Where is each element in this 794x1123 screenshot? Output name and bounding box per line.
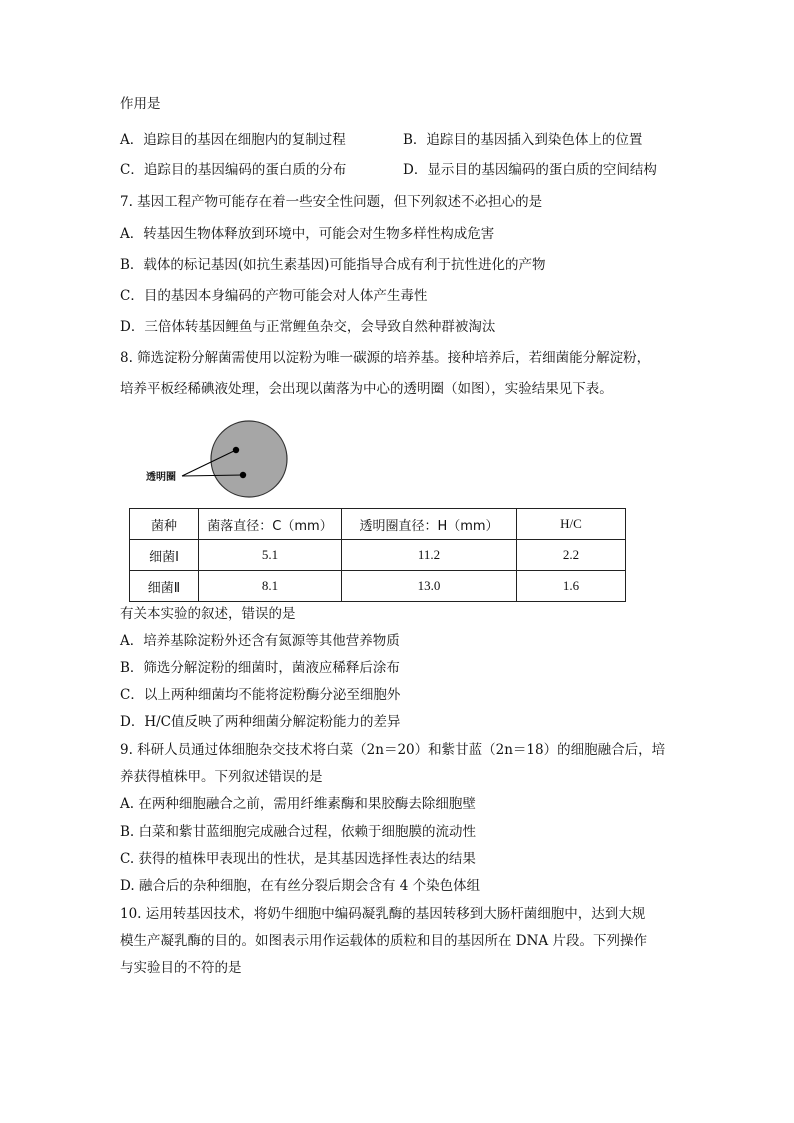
q7-option-c: C．目的基因本身编码的产物可能会对人体产生毒性 bbox=[120, 288, 428, 304]
q6-option-b: B．追踪目的基因插入到染色体上的位置 bbox=[403, 132, 643, 148]
q10-stem-line-1: 10. 运用转基因技术，将奶牛细胞中编码凝乳酶的基因转移到大肠杆菌细胞中，达到大规 bbox=[120, 906, 646, 922]
header-strain: 菌种 bbox=[130, 509, 199, 540]
culture-plate bbox=[211, 421, 287, 497]
q9-stem-line-1: 9. 科研人员通过体细胞杂交技术将白菜（2n＝20）和紫甘蓝（2n＝18）的细胞融合后，培 bbox=[120, 742, 666, 758]
q7-stem: 7. 基因工程产物可能存在着一些安全性问题，但下列叙述不必担心的是 bbox=[120, 194, 543, 210]
petri-dish-figure bbox=[140, 418, 310, 500]
header-colony-diameter: 菌落直径：C（mm） bbox=[199, 509, 342, 540]
q9-option-a: A. 在两种细胞融合之前，需用纤维素酶和果胶酶去除细胞壁 bbox=[120, 796, 476, 812]
q8-stem-line-2: 培养平板经稀碘液处理，会出现以菌落为中心的透明圈（如图），实验结果见下表。 bbox=[120, 381, 613, 397]
q9-option-b: B. 白菜和紫甘蓝细胞完成融合过程，依赖于细胞膜的流动性 bbox=[120, 824, 477, 840]
cell-clear-zone-diameter: 13.0 bbox=[342, 571, 517, 602]
table-row bbox=[130, 571, 626, 602]
cell-colony-diameter: 8.1 bbox=[199, 571, 342, 602]
q8-option-c: C．以上两种细菌均不能将淀粉酶分泌至细胞外 bbox=[120, 687, 401, 703]
q8-option-a: A．培养基除淀粉外还含有氮源等其他营养物质 bbox=[120, 633, 400, 649]
cell-clear-zone-diameter: 11.2 bbox=[342, 540, 517, 571]
q9-option-d: D. 融合后的杂种细胞，在有丝分裂后期会含有 4 个染色体组 bbox=[120, 878, 481, 894]
q8-stem-line-1: 8. 筛选淀粉分解菌需使用以淀粉为唯一碳源的培养基。接种培养后，若细菌能分解淀粉， bbox=[120, 350, 651, 366]
q9-option-c: C. 获得的植株甲表现出的性状，是其基因选择性表达的结果 bbox=[120, 851, 476, 867]
q7-option-d: D．三倍体转基因鲤鱼与正常鲤鱼杂交，会导致自然种群被淘汰 bbox=[120, 319, 496, 335]
q8-option-b: B．筛选分解淀粉的细菌时，菌液应稀释后涂布 bbox=[120, 660, 400, 676]
q6-option-c: C．追踪目的基因编码的蛋白质的分布 bbox=[120, 162, 347, 178]
clear-zone-label: 透明圈 bbox=[146, 472, 176, 483]
q9-stem-line-2: 养获得植株甲。下列叙述错误的是 bbox=[120, 769, 323, 785]
results-table bbox=[129, 508, 626, 602]
q6-stem-tail: 作用是 bbox=[120, 96, 161, 112]
petri-dish-diagram bbox=[140, 418, 310, 500]
q10-stem-line-2: 模生产凝乳酶的目的。如图表示用作运载体的质粒和目的基因所在 DNA 片段。下列操作 bbox=[120, 933, 647, 949]
cell-strain: 细菌Ⅰ bbox=[130, 540, 199, 571]
table-header-row bbox=[130, 509, 626, 540]
cell-ratio: 2.2 bbox=[517, 540, 626, 571]
cell-ratio: 1.6 bbox=[517, 571, 626, 602]
cell-colony-diameter: 5.1 bbox=[199, 540, 342, 571]
q6-option-d: D．显示目的基因编码的蛋白质的空间结构 bbox=[403, 162, 657, 178]
q10-stem-line-3: 与实验目的不符的是 bbox=[120, 960, 242, 976]
header-clear-zone-diameter: 透明圈直径：H（mm） bbox=[342, 509, 517, 540]
q7-option-b: B．载体的标记基因(如抗生素基因)可能指导合成有利于抗性进化的产物 bbox=[120, 257, 546, 273]
table-row bbox=[130, 540, 626, 571]
q8-option-d: D．H/C值反映了两种细菌分解淀粉能力的差异 bbox=[120, 714, 401, 730]
q6-option-a: A．追踪目的基因在细胞内的复制过程 bbox=[120, 132, 346, 148]
header-ratio: H/C bbox=[517, 509, 626, 540]
q7-option-a: A．转基因生物体释放到环境中，可能会对生物多样性构成危害 bbox=[120, 226, 495, 242]
q8-question: 有关本实验的叙述，错误的是 bbox=[120, 606, 296, 622]
cell-strain: 细菌Ⅱ bbox=[130, 571, 199, 602]
